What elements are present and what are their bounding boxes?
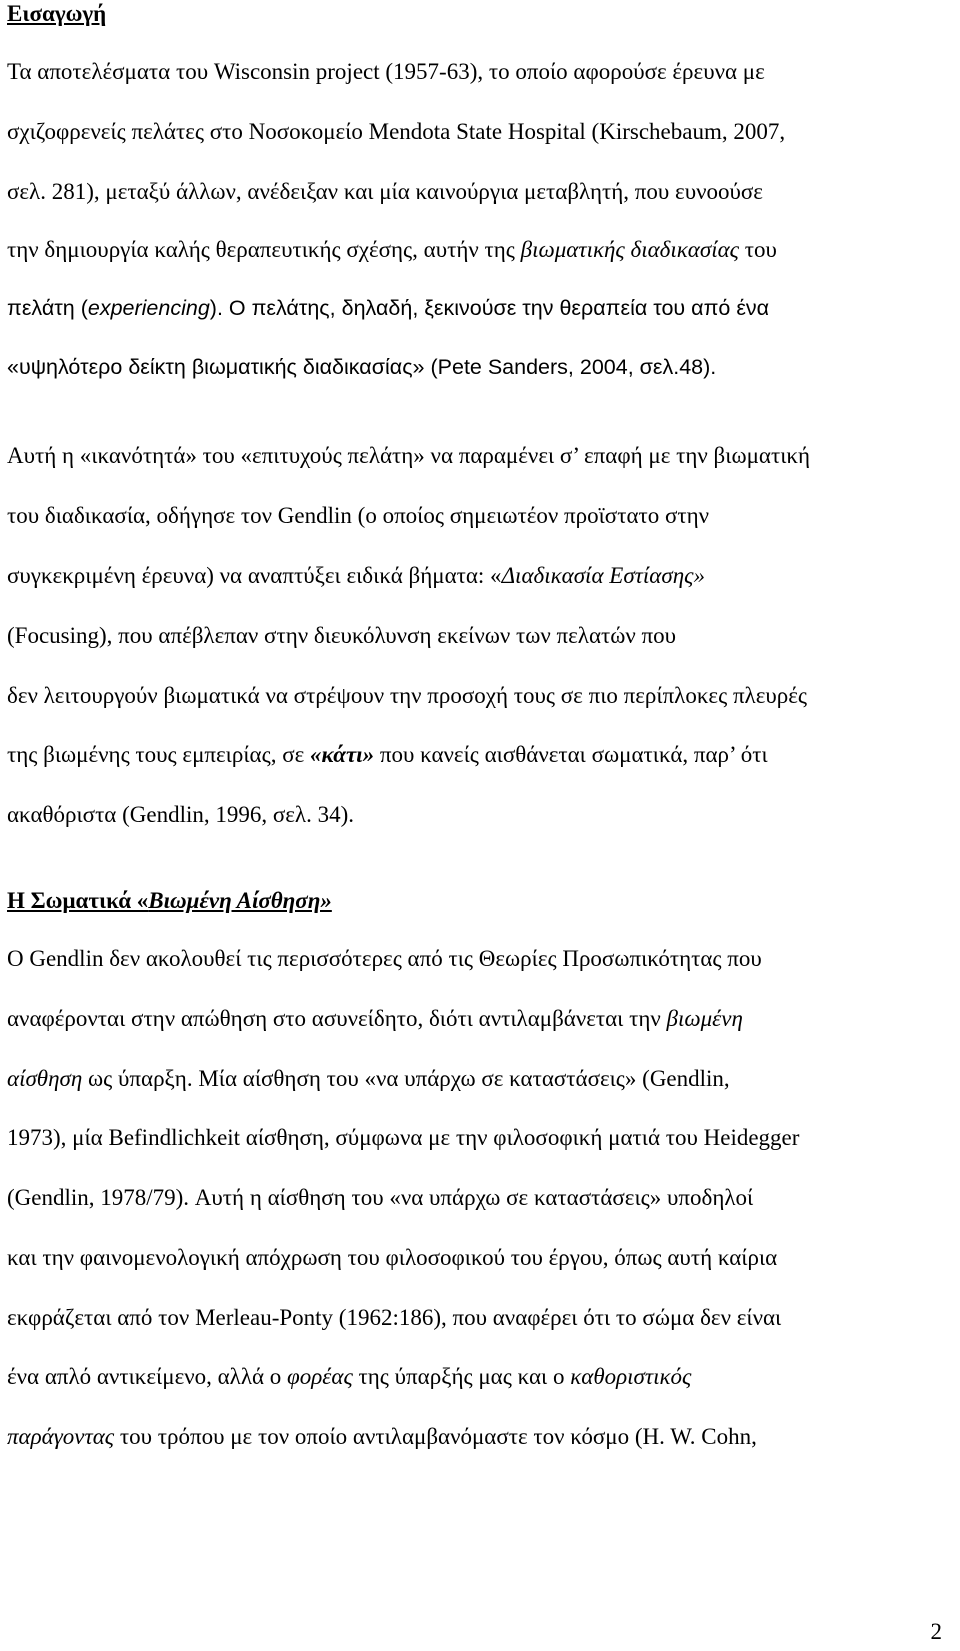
text-line: παράγοντας του τρόπου με τον οποίο αντιλαμβανόμαστε τον κόσμο (H. W. Cohn, bbox=[7, 1424, 757, 1449]
italic-term: αίσθηση bbox=[7, 1066, 83, 1091]
text-line: Ο Gendlin δεν ακολουθεί τις περισσότερες από τις Θεωρίες Προσωπικότητας που bbox=[7, 946, 762, 971]
text-line: της βιωμένης τους εμπειρίας, σε «κάτι» που κανείς αισθάνεται σωματικά, παρ’ ότι bbox=[7, 742, 768, 767]
text-line: ακαθόριστα (Gendlin, 1996, σελ. 34). bbox=[7, 802, 354, 827]
text-line: σελ. 281), μεταξύ άλλων, ανέδειξαν και μία καινούργια μεταβλητή, που ευνοούσε bbox=[7, 179, 763, 204]
page-number: 2 bbox=[930, 1619, 942, 1644]
text-line: Τα αποτελέσματα του Wisconsin project (1957-63), το οποίο αφορούσε έρευνα με bbox=[7, 59, 765, 84]
text-line: (Focusing), που απέβλεπαν στην διευκόλυνση εκείνων των πελατών που bbox=[7, 623, 677, 648]
italic-term: «κάτι» bbox=[310, 742, 375, 767]
text-line: αναφέρονται στην απώθηση στο ασυνείδητο, διότι αντιλαμβάνεται την βιωμένη bbox=[7, 1006, 743, 1031]
italic-term: Διαδικασία Εστίασης» bbox=[501, 563, 705, 588]
text-line: συγκεκριμένη έρευνα) να αναπτύξει ειδικά βήματα: «Διαδικασία Εστίασης» bbox=[7, 563, 705, 588]
text-line: ένα απλό αντικείμενο, αλλά ο φορέας της ύπαρξής μας και ο καθοριστικός bbox=[7, 1364, 692, 1389]
italic-term: experiencing bbox=[87, 296, 210, 320]
italic-term: παράγοντας bbox=[7, 1424, 115, 1449]
text-line: πελάτη (experiencing). Ο πελάτης, δηλαδή, ξεκινούσε την θεραπεία του από ένα bbox=[7, 296, 770, 320]
text-line: αίσθηση ως ύπαρξη. Μία αίσθηση του «να υπάρχω σε καταστάσεις» (Gendlin, bbox=[7, 1066, 730, 1091]
text-line: σχιζοφρενείς πελάτες στο Νοσοκομείο Mendota State Hospital (Kirschebaum, 2007, bbox=[7, 119, 786, 144]
italic-term: βιωμένη bbox=[666, 1006, 743, 1031]
text-line: και την φαινομενολογική απόχρωση του φιλοσοφικού του έργου, όπως αυτή καίρια bbox=[7, 1245, 778, 1270]
text-line: Αυτή η «ικανότητά» του «επιτυχούς πελάτη» να παραμένει σ’ επαφή με την βιωματική bbox=[7, 443, 811, 468]
italic-term: βιωματικής διαδικασίας bbox=[520, 237, 739, 262]
text-line: δεν λειτουργούν βιωματικά να στρέψουν την προσοχή τους σε πιο περίπλοκες πλευρές bbox=[7, 683, 807, 708]
section-heading-felt-sense: Η Σωματικά «Βιωμένη Αίσθηση» bbox=[7, 888, 332, 913]
text-line: εκφράζεται από τον Merleau-Ponty (1962:186), που αναφέρει ότι το σώμα δεν είναι bbox=[7, 1305, 782, 1330]
text-line: «υψηλότερο δείκτη βιωματικής διαδικασίας» (Pete Sanders, 2004, σελ.48). bbox=[7, 355, 717, 379]
italic-term: φορέας bbox=[287, 1364, 353, 1389]
section-heading-introduction: Εισαγωγή bbox=[7, 1, 107, 26]
text-line: την δημιουργία καλής θεραπευτικής σχέσης, αυτήν της βιωματικής διαδικασίας του bbox=[7, 237, 777, 262]
text-line: του διαδικασία, οδήγησε τον Gendlin (ο οποίος σημειωτέον προϊστατο στην bbox=[7, 503, 710, 528]
text-line: (Gendlin, 1978/79). Αυτή η αίσθηση του «να υπάρχω σε καταστάσεις» υποδηλοί bbox=[7, 1185, 754, 1210]
text-line: 1973), μία Befindlichkeit αίσθηση, σύμφωνα με την φιλοσοφική ματιά του Heidegger bbox=[7, 1125, 800, 1150]
italic-term: καθοριστικός bbox=[570, 1364, 692, 1389]
